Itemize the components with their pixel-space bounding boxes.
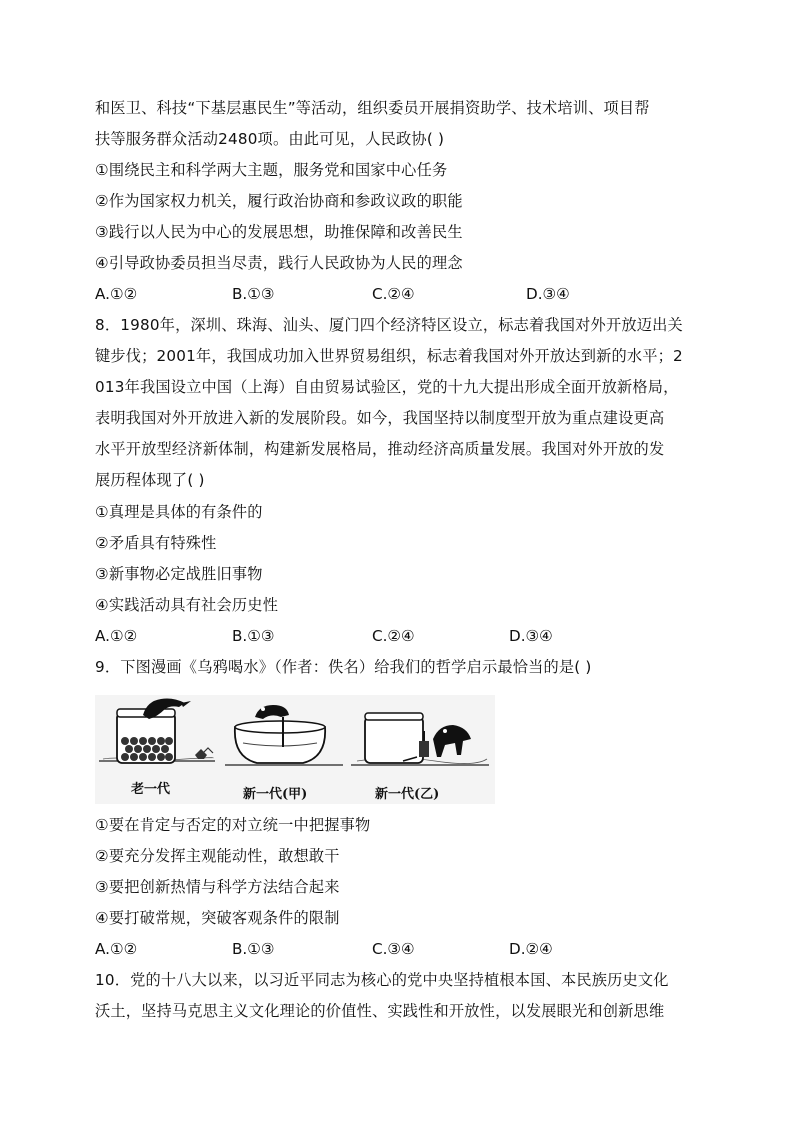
q7-item-1: ①围绕民主和科学两大主题，服务党和国家中心任务 [95, 161, 448, 179]
q7-option-d[interactable]: D.③④ [526, 285, 570, 303]
q9-item-2: ②要充分发挥主观能动性，敢想敢干 [95, 847, 340, 865]
q8-option-a[interactable]: A.①② [95, 627, 138, 645]
q10-stem-line-1: 10．党的十八大以来，以习近平同志为核心的党中央坚持植根本国、本民族历史文化 [95, 971, 669, 989]
q9-item-1: ①要在肯定与否定的对立统一中把握事物 [95, 816, 371, 834]
q7-stem-line-2: 扶等服务群众活动2480项。由此可见，人民政协( ) [95, 130, 445, 148]
q7-item-2: ②作为国家权力机关，履行政治协商和参政议政的职能 [95, 192, 463, 210]
q9-options [95, 939, 695, 959]
q9-item-4: ④要打破常规，突破客观条件的限制 [95, 909, 340, 927]
q9-option-a[interactable]: A.①② [95, 940, 138, 958]
q10-stem-line-2: 沃土，坚持马克思主义文化理论的价值性、实践性和开放性，以发展眼光和创新思维 [95, 1002, 665, 1020]
q9-option-d[interactable]: D.②④ [509, 940, 553, 958]
q7-option-a[interactable]: A.①② [95, 285, 138, 303]
cartoon-panel-old-generation [99, 699, 215, 798]
q7-option-b[interactable]: B.①③ [232, 285, 275, 303]
q8-stem-line-3: 013年我国设立中国（上海）自由贸易试验区，党的十九大提出形成全面开放新格局， [95, 378, 679, 396]
q7-item-3: ③践行以人民为中心的发展思想，助推保障和改善民生 [95, 223, 463, 241]
q9-stem: 9．下图漫画《乌鸦喝水》（作者：佚名）给我们的哲学启示最恰当的是( ) [95, 658, 592, 676]
q8-stem-line-5: 水平开放型经济新体制，构建新发展格局，推动经济高质量发展。我国对外开放的发 [95, 440, 665, 458]
q8-options [95, 626, 695, 646]
q7-stem-line-1: 和医卫、科技“下基层惠民生”等活动，组织委员开展捐资助学、技术培训、项目帮 [95, 99, 650, 117]
q8-item-3: ③新事物必定战胜旧事物 [95, 565, 263, 583]
q8-stem-line-2: 键步伐；2001年，我国成功加入世界贸易组织，标志着我国对外开放达到新的水平；2 [95, 347, 683, 365]
cartoon-panel-new-generation-a [225, 705, 343, 802]
crow-drinking-cartoon [95, 695, 495, 804]
q8-item-4: ④实践活动具有社会历史性 [95, 596, 279, 614]
caption-new-generation-a: 新一代(甲) [243, 787, 308, 802]
q9-option-b[interactable]: B.①③ [232, 940, 275, 958]
q8-option-c[interactable]: C.②④ [372, 627, 415, 645]
q8-stem-line-6: 展历程体现了( ) [95, 471, 205, 489]
q8-option-d[interactable]: D.③④ [509, 627, 553, 645]
q8-stem-line-1: 8．1980年，深圳、珠海、汕头、厦门四个经济特区设立，标志着我国对外开放迈出关 [95, 316, 683, 334]
q9-option-c[interactable]: C.③④ [372, 940, 415, 958]
q8-item-2: ②矛盾具有特殊性 [95, 534, 217, 552]
q7-option-c[interactable]: C.②④ [372, 285, 415, 303]
q7-options [95, 284, 695, 304]
caption-old-generation: 老一代 [131, 782, 171, 797]
q9-item-3: ③要把创新热情与科学方法结合起来 [95, 878, 340, 896]
cartoon-panel-new-generation-b [351, 713, 489, 802]
caption-new-generation-b: 新一代(乙) [375, 787, 440, 802]
q8-option-b[interactable]: B.①③ [232, 627, 275, 645]
q7-item-4: ④引导政协委员担当尽责，践行人民政协为人民的理念 [95, 254, 463, 272]
q8-stem-line-4: 表明我国对外开放进入新的发展阶段。如今，我国坚持以制度型开放为重点建设更高 [95, 409, 665, 427]
q8-item-1: ①真理是具体的有条件的 [95, 503, 263, 521]
